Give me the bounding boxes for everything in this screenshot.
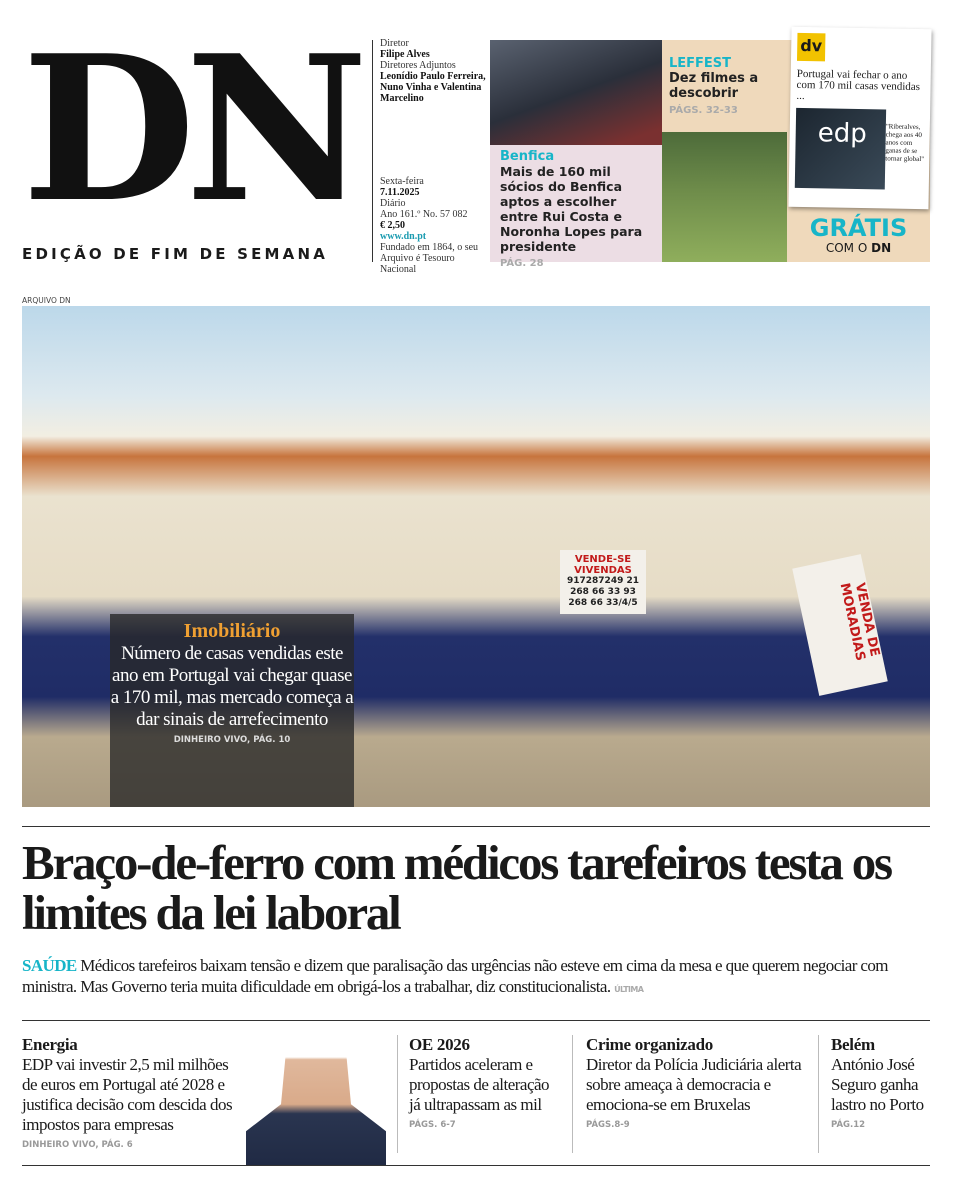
masthead-info [380, 38, 490, 275]
film-photo [662, 132, 787, 262]
divider [22, 1165, 930, 1166]
brief-energia[interactable] [22, 1035, 247, 1150]
brief-kicker: OE 2026 [409, 1035, 470, 1054]
promo-page: PÁG. 28 [500, 258, 544, 269]
hero-kicker: Imobiliário [183, 620, 281, 642]
date: 7.11.2025 [380, 187, 420, 198]
brief-text: Diretor da Polícia Judiciária alerta sobre ameaça à democracia e emociona-se em Bruxelas [586, 1055, 802, 1114]
divider [372, 40, 373, 262]
brief-page: PÁGS.8-9 [586, 1120, 630, 1130]
promo-benfica[interactable] [490, 145, 662, 269]
promo-kicker: Benfica [500, 149, 555, 164]
free-label: GRÁTIS [809, 214, 908, 242]
brief-text: EDP vai investir 2,5 mil milhões de euros em Portugal até 2028 e justifica decisão com descida dos impostos para empresas [22, 1055, 233, 1134]
issue: Ano 161.º No. 57 082 [380, 209, 468, 220]
divider [22, 1020, 930, 1021]
deputies: Leonídio Paulo Ferreira, Nuno Vinha e Valentina Marcelino [380, 71, 486, 104]
hero-caption[interactable] [110, 614, 354, 807]
promo-title: Dez filmes a descobrir [669, 71, 759, 101]
promo-kicker: LEFFEST [669, 56, 732, 71]
dv-headline: Portugal vai fechar o ano com 170 mil casas vendidas ... [796, 67, 921, 103]
with-brand: DN [871, 241, 892, 255]
lead-kicker: SAÚDE [22, 956, 77, 975]
director: Filipe Alves [380, 49, 430, 60]
weekday: Sexta-feira [380, 176, 424, 187]
brief-page: PÁGS. 6-7 [409, 1120, 456, 1130]
edition-label: EDIÇÃO DE FIM DE SEMANA [22, 245, 329, 263]
website-link[interactable]: www.dn.pt [380, 231, 427, 242]
lead-dek [22, 955, 932, 1000]
divider [818, 1035, 819, 1153]
founded: Fundado em 1864, o seu Arquivo é Tesouro Nacional [380, 242, 479, 275]
promo-title: Mais de 160 mil sócios do Benfica aptos a escolher entre Rui Costa e Noronha Lopes para presidente [500, 164, 643, 254]
hero-source: DINHEIRO VIVO, PÁG. 10 [173, 735, 291, 745]
dinheiro-vivo-cover[interactable] [788, 27, 931, 209]
sign-phones: 917287249 21 268 66 33 93 268 66 33/4/5 [566, 576, 640, 608]
brief-page: DINHEIRO VIVO, PÁG. 6 [22, 1140, 133, 1150]
sale-sign-2: VENDA DE MORADIAS [792, 554, 887, 696]
price: € 2,50 [380, 220, 405, 231]
brief-kicker: Belém [831, 1035, 875, 1054]
free-supplement [787, 215, 930, 255]
brief-text: Partidos aceleram e propostas de alteração já ultrapassam as mil [409, 1055, 550, 1114]
divider [22, 826, 930, 827]
dv-quote: "Riberalves, chega aos 40 anos com ganas de se tornar global" [885, 122, 925, 164]
divider [572, 1035, 573, 1153]
brief-oe2026[interactable] [409, 1035, 559, 1130]
with-label: COM O [825, 241, 868, 255]
dn-logo: DN [22, 12, 359, 247]
hero-text: Número de casas vendidas este ano em Portugal vai chegar quase a 170 mil, mas mercado começa a dar sinais de arrefecimento [110, 643, 354, 730]
brief-belem[interactable] [831, 1035, 931, 1130]
brief-kicker: Crime organizado [586, 1035, 713, 1054]
deputies-label: Diretores Adjuntos [380, 60, 456, 71]
lead-text: Médicos tarefeiros baixam tensão e dizem que paralisação das urgências não esteve em cima da mesa e que querem negociar com ministra. Mas Governo teria muita dificuldade em obrigá-los a trabalhar, diz constitucionalista. [22, 956, 888, 996]
frequency: Diário [380, 198, 406, 209]
brief-crime[interactable] [586, 1035, 811, 1130]
brief-page: PÁG.12 [831, 1120, 866, 1130]
promo-page: PÁGS. 32-33 [669, 105, 738, 116]
divider [397, 1035, 398, 1153]
brief-kicker: Energia [22, 1035, 78, 1054]
brief-text: António José Seguro ganha lastro no Porto [831, 1055, 924, 1114]
lead-page: ÚLTIMA [614, 985, 644, 994]
edp-image: edp [795, 108, 886, 190]
promo-leffest[interactable] [662, 40, 787, 132]
dv-logo: dv [797, 33, 825, 61]
lead-headline[interactable]: Braço-de-ferro com médicos tarefeiros testa os limites da lei laboral [22, 835, 891, 940]
photo-credit: ARQUIVO DN [22, 296, 71, 305]
sign-title: VENDE-SE VIVENDAS [574, 554, 632, 576]
director-label: Diretor [380, 38, 409, 49]
benfica-photo [490, 40, 662, 145]
portrait-photo [246, 1030, 386, 1165]
sale-sign [560, 550, 646, 614]
